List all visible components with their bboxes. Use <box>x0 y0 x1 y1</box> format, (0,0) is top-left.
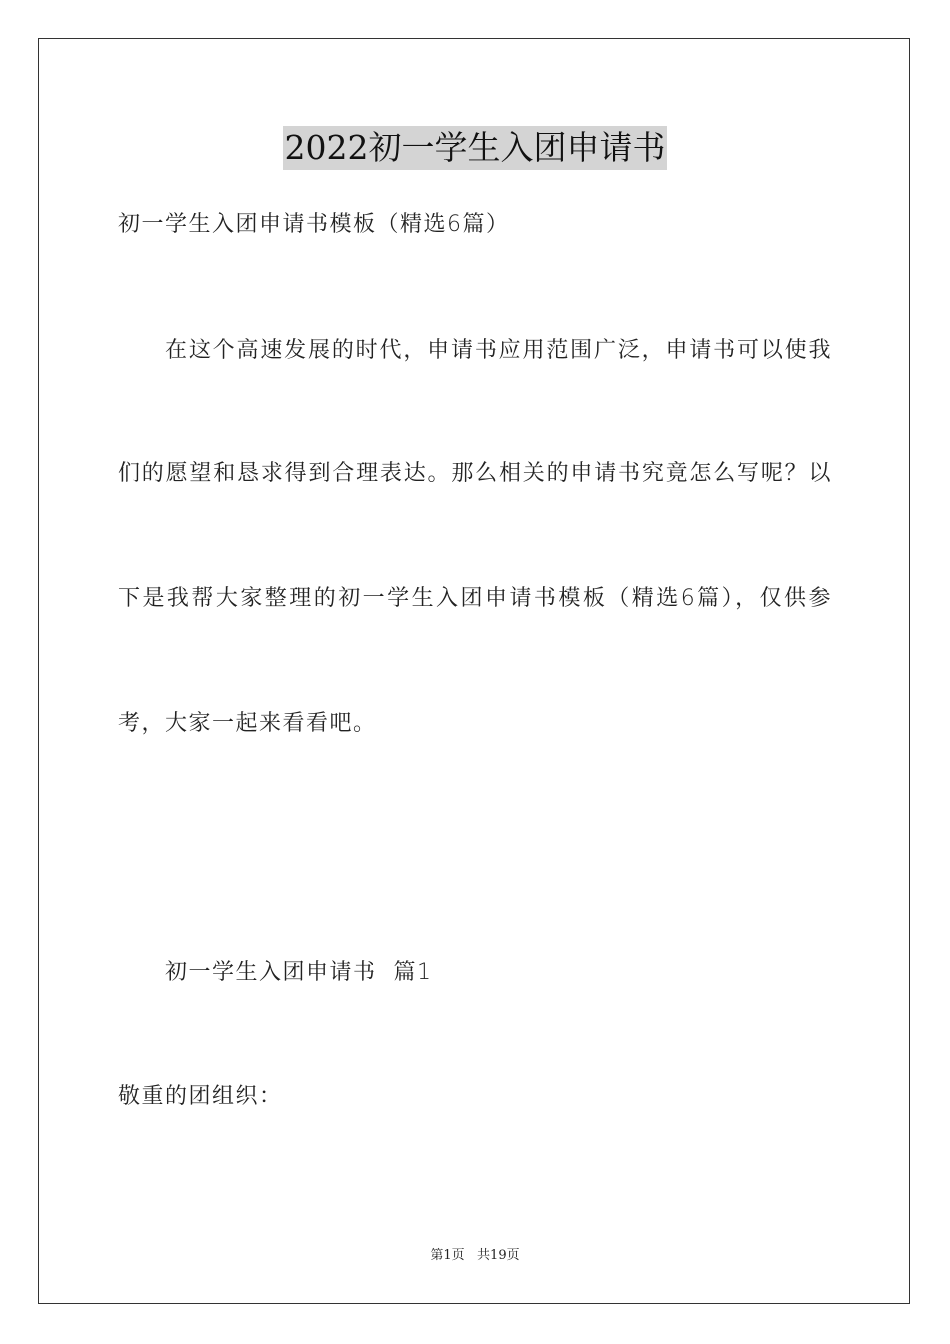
document-title: 2022初一学生入团申请书 <box>283 126 668 170</box>
intro-line-1: 在这个高速发展的时代，申请书应用范围广泛，申请书可以使我 <box>165 338 832 363</box>
salutation: 敬重的团组织： <box>118 1084 283 1109</box>
document-subtitle: 初一学生入团申请书模板（精选6篇） <box>118 212 510 237</box>
intro-line-3: 下是我帮大家整理的初一学生入团申请书模板（精选6篇），仅供参 <box>118 586 832 611</box>
section-heading: 初一学生入团申请书 篇1 <box>165 960 433 985</box>
title-container <box>0 126 950 170</box>
page-number-footer: 第1页 共19页 <box>430 1248 520 1263</box>
intro-line-4: 考，大家一起来看看吧。 <box>118 711 377 736</box>
intro-line-2: 们的愿望和恳求得到合理表达。那么相关的申请书究竟怎么写呢？以 <box>118 461 832 486</box>
